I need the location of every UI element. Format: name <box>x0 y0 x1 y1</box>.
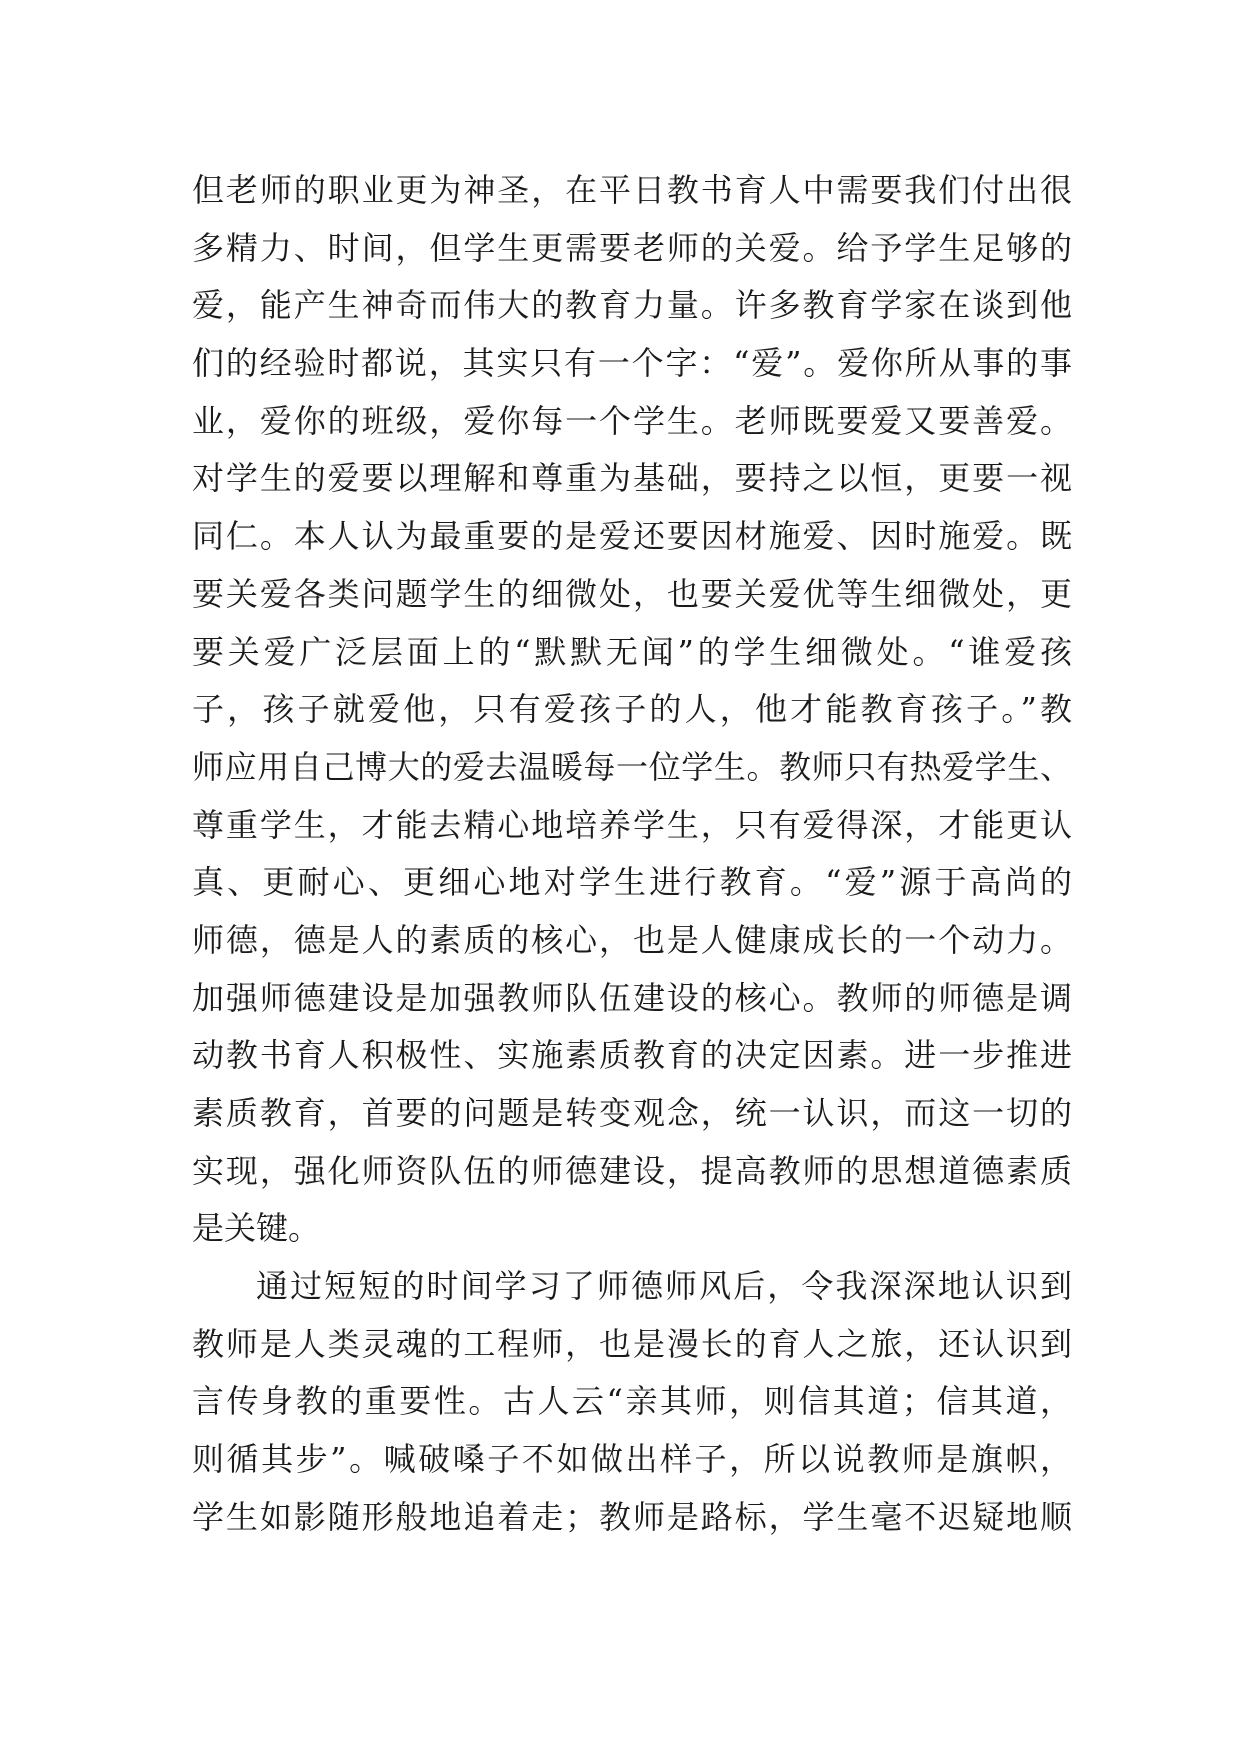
text-line: 尊重学生，才能去精心地培养学生，只有爱得深，才能更认 <box>192 805 1072 844</box>
text-line: 爱，能产生神奇而伟大的教育力量。许多教育学家在谈到他 <box>192 286 1072 325</box>
text-line: 则循其步”。喊破嗓子不如做出样子，所以说教师是旗帜， <box>192 1440 1072 1479</box>
text-line: 师应用自己博大的爱去温暖每一位学生。教师只有热爱学生、 <box>192 747 1072 786</box>
text-line: 多精力、时间，但学生更需要老师的关爱。给予学生足够的 <box>192 228 1072 267</box>
text-line: 同仁。本人认为最重要的是爱还要因材施爱、因时施爱。既 <box>192 517 1072 556</box>
text-line: 真、更耐心、更细心地对学生进行教育。“爱”源于高尚的 <box>192 863 1072 902</box>
text-line: 子，孩子就爱他，只有爱孩子的人，他才能教育孩子。”教 <box>192 690 1072 729</box>
text-line: 要关爱各类问题学生的细微处，也要关爱优等生细微处，更 <box>192 574 1072 613</box>
text-line: 对学生的爱要以理解和尊重为基础，要持之以恒，更要一视 <box>192 459 1072 498</box>
text-line: 师德，德是人的素质的核心，也是人健康成长的一个动力。 <box>192 920 1072 959</box>
body-text <box>192 162 1072 1547</box>
text-line: 是关键。 <box>192 1209 321 1248</box>
text-line: 实现，强化师资队伍的师德建设，提高教师的思想道德素质 <box>192 1151 1072 1190</box>
text-line: 学生如影随形般地追着走；教师是路标，学生毫不迟疑地顺 <box>192 1497 1072 1536</box>
text-line: 素质教育，首要的问题是转变观念，统一认识，而这一切的 <box>192 1094 1072 1132</box>
paragraph-first-line: 通过短短的时间学习了师德师风后，令我深深地认识到 <box>256 1267 1072 1306</box>
text-line: 但老师的职业更为神圣，在平日教书育人中需要我们付出很 <box>192 171 1072 209</box>
text-line: 业，爱你的班级，爱你每一个学生。老师既要爱又要善爱。 <box>192 401 1072 440</box>
text-line: 教师是人类灵魂的工程师，也是漫长的育人之旅，还认识到 <box>192 1324 1072 1363</box>
text-line: 加强师德建设是加强教师队伍建设的核心。教师的师德是调 <box>192 978 1072 1017</box>
text-line: 要关爱广泛层面上的“默默无闻”的学生细微处。“谁爱孩 <box>192 632 1072 671</box>
text-line: 们的经验时都说，其实只有一个字：“爱”。爱你所从事的事 <box>192 344 1072 383</box>
text-line: 言传身教的重要性。古人云“亲其师，则信其道；信其道， <box>192 1382 1072 1421</box>
text-line: 动教书育人积极性、实施素质教育的决定因素。进一步推进 <box>192 1036 1072 1075</box>
